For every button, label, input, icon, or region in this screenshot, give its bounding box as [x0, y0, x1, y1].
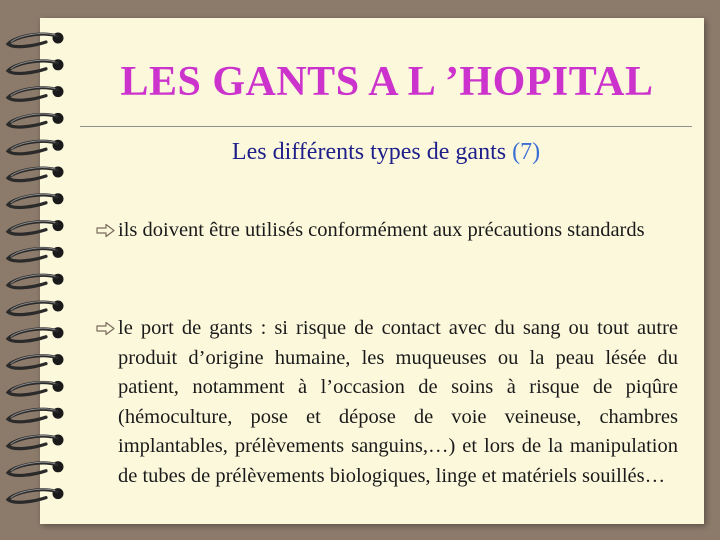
spiral-ring-icon [8, 274, 64, 288]
spiral-ring-icon [8, 140, 64, 154]
subtitle-number: (7) [512, 139, 541, 165]
spiral-ring-icon [8, 193, 64, 207]
title-divider [80, 126, 692, 127]
spiral-ring-icon [8, 247, 64, 261]
bullet-text: le port de gants : si risque de contact avec du sang ou tout autre produit d’origine humaine, les muqueuses ou la peau lésée du patient, notamment à l’occasion de soins à risque de piqûre (hémoculture, pose et dépose de voie veineuse, chambres implantables, prélèvements sanguins,…) et lors de la manipulation de tubes de prélèvements biologiques, linge et matériels souillés… [118, 317, 678, 487]
spiral-ring-icon [8, 59, 64, 73]
slide-title: LES GANTS A L ’HOPITAL [120, 59, 654, 105]
outline-arrow-right-icon [95, 314, 117, 343]
bullet-item [118, 314, 678, 491]
slide-subtitle [80, 139, 692, 166]
spiral-ring-icon [8, 327, 64, 341]
spiral-ring-icon [8, 461, 64, 475]
spiral-binding [0, 0, 80, 540]
spiral-ring-icon [8, 301, 64, 315]
spiral-ring-icon [8, 220, 64, 234]
spiral-ring-icon [8, 86, 64, 100]
spiral-ring-icon [8, 354, 64, 368]
spiral-ring-icon [8, 113, 64, 127]
subtitle-text: Les différents types de gants [231, 139, 513, 165]
spiral-ring-icon [8, 381, 64, 395]
spiral-ring-icon [8, 435, 64, 449]
spiral-ring-icon [8, 488, 64, 502]
spiral-ring-icon [8, 408, 64, 422]
bullet-item [118, 216, 678, 246]
spiral-ring-icon [8, 167, 64, 181]
bullet-text: ils doivent être utilisés conformément aux précautions standards [118, 219, 645, 241]
outline-arrow-right-icon [95, 216, 117, 245]
spiral-ring-icon [8, 33, 64, 47]
